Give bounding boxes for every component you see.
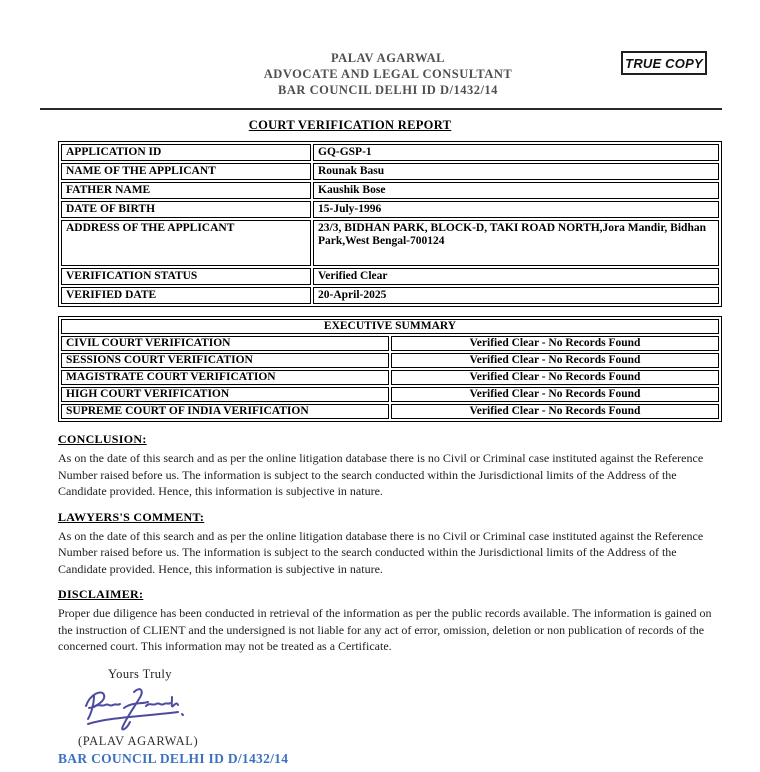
field-label: VERIFICATION STATUS [61, 268, 311, 285]
table-header-row [61, 319, 719, 334]
letterhead-advocate-name: PALAV AGARWAL [330, 51, 446, 65]
section-heading: CONCLUSION: [58, 432, 147, 446]
executive-summary-table [58, 316, 722, 422]
applicant-details-table [58, 141, 722, 307]
table-row [61, 370, 719, 385]
letterhead-designation: ADVOCATE AND LEGAL CONSULTANT [263, 67, 513, 81]
table-row [61, 268, 719, 285]
verification-result: Verified Clear - No Records Found [391, 370, 719, 385]
header-divider [40, 108, 722, 110]
table-row [61, 404, 719, 419]
table-row [61, 287, 719, 304]
signature-block [82, 684, 760, 732]
table-row [61, 163, 719, 180]
report-sections [58, 432, 712, 655]
table-row [61, 182, 719, 199]
verification-label: SUPREME COURT OF INDIA VERIFICATION [61, 404, 389, 419]
field-value: 23/3, BIDHAN PARK, BLOCK-D, TAKI ROAD NORTH,Jora Mandir, Bidhan Park,West Bengal-700124 [313, 220, 719, 266]
table-row [61, 387, 719, 402]
field-label: VERIFIED DATE [61, 287, 311, 304]
verification-label: CIVIL COURT VERIFICATION [61, 336, 389, 351]
field-value: Verified Clear [313, 268, 719, 285]
true-copy-stamp-label: TRUE COPY [625, 55, 703, 71]
field-value: Kaushik Bose [313, 182, 719, 199]
table-row [61, 353, 719, 368]
section-body: As on the date of this search and as per the online litigation database there is no Civil or Criminal case instituted against the Reference Number raised before us. The information is subject to the search conducted within the Jurisdictional limits of the Address of the Candidate provided. Hence, this information is subjective in nature. [58, 451, 704, 498]
field-value: GQ-GSP-1 [313, 144, 719, 161]
section-heading: LAWYERS'S COMMENT: [58, 509, 205, 524]
verification-label: SESSIONS COURT VERIFICATION [61, 353, 389, 368]
table-row [61, 336, 719, 351]
table-row [61, 144, 719, 161]
verification-result: Verified Clear - No Records Found [391, 387, 719, 402]
executive-summary-heading: EXECUTIVE SUMMARY [61, 319, 719, 334]
conclusion-section [58, 432, 712, 500]
field-label: FATHER NAME [61, 182, 311, 199]
field-value: 20-April-2025 [313, 287, 719, 304]
section-body: Proper due diligence has been conducted in retrieval of the information as per the public records available. The information is gained on the instruction of CLIENT and the undersigned is not liable for any act of error, omission, deletion or non publication of records of the concerned court. This information may not be treated as a Certificate. [58, 606, 712, 653]
disclaimer-section [58, 587, 712, 655]
report-title: COURT VERIFICATION REPORT [248, 118, 452, 132]
field-label: DATE OF BIRTH [61, 201, 311, 218]
handwritten-signature [82, 684, 192, 732]
section-body: As on the date of this search and as per the online litigation database there is no Civil or Criminal case instituted against the Reference Number raised before us. The information is subject to the search conducted within the Jurisdictional limits of the Address of the Candidate provided. Hence, this information is subjective in nature. [58, 528, 704, 576]
signatory-name: (PALAV AGARWAL) [78, 733, 199, 748]
letterhead-bar-council-id: BAR COUNCIL DELHI ID D/1432/14 [278, 83, 498, 97]
letterhead [8, 0, 760, 98]
lawyers-comment-section [58, 510, 712, 578]
field-value: 15-July-1996 [313, 201, 719, 218]
field-label: ADDRESS OF THE APPLICANT [61, 220, 311, 266]
verification-label: HIGH COURT VERIFICATION [61, 387, 389, 402]
field-value: Rounak Basu [313, 163, 719, 180]
field-label: APPLICATION ID [61, 144, 311, 161]
verification-result: Verified Clear - No Records Found [391, 404, 719, 419]
section-heading: DISCLAIMER: [58, 587, 144, 601]
verification-label: MAGISTRATE COURT VERIFICATION [61, 370, 389, 385]
verification-result: Verified Clear - No Records Found [391, 336, 719, 351]
signatory-bar-council-id: BAR COUNCIL DELHI ID D/1432/14 [58, 750, 289, 766]
table-row [61, 220, 719, 266]
field-label: NAME OF THE APPLICANT [61, 163, 311, 180]
verification-result: Verified Clear - No Records Found [391, 353, 719, 368]
table-row [61, 201, 719, 218]
closing-salutation: Yours Truly [108, 666, 172, 681]
